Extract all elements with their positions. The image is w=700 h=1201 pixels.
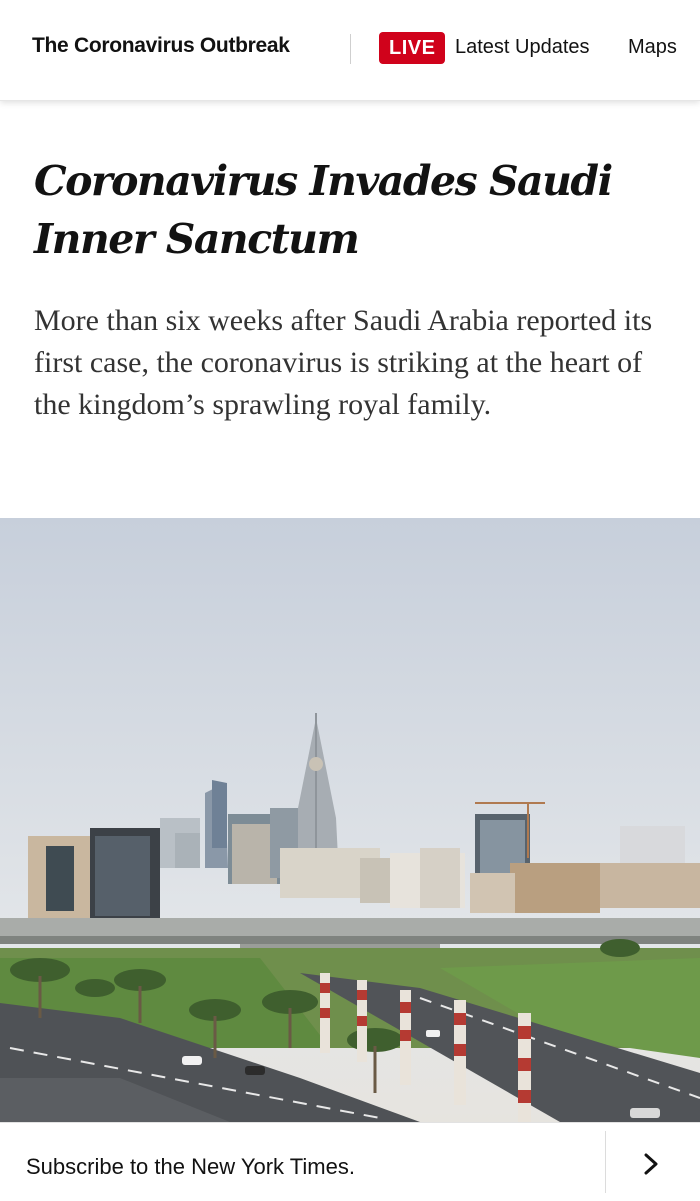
chevron-right-icon[interactable] xyxy=(640,1153,662,1175)
article-headline[interactable]: Coronavirus Invades Saudi Inner Sanctum xyxy=(34,157,612,263)
subscribe-link[interactable]: Subscribe to the New York Times. xyxy=(26,1154,355,1179)
article-summary: More than six weeks after Saudi Arabia reported its first case, the coronavirus is striking at the heart of the kingdom’s sprawling royal family. xyxy=(34,304,653,421)
maps-link[interactable]: Maps xyxy=(628,36,677,58)
header-divider xyxy=(350,34,351,64)
riyadh-skyline-image xyxy=(0,518,700,1122)
latest-updates-link[interactable]: Latest Updates xyxy=(455,36,590,58)
live-badge[interactable]: LIVE xyxy=(379,32,445,64)
section-title-link[interactable]: The Coronavirus Outbreak xyxy=(32,34,290,57)
article-photo[interactable] xyxy=(0,518,700,1122)
top-navigation-bar xyxy=(0,0,700,101)
subscribe-divider xyxy=(605,1131,606,1193)
subscribe-bar[interactable] xyxy=(0,1122,700,1201)
